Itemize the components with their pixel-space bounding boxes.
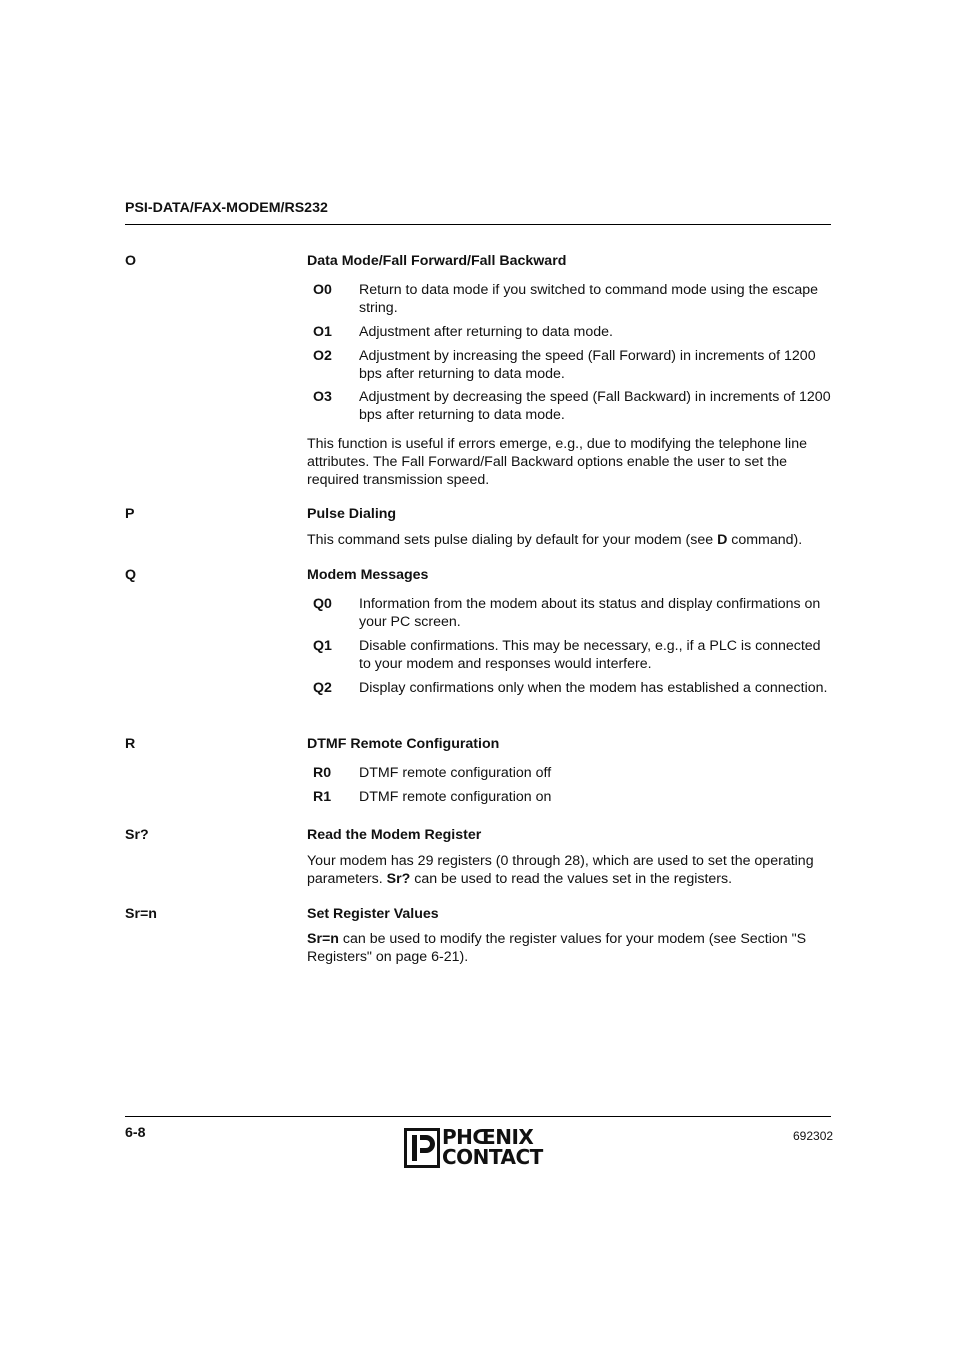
text-segment: Your modem has 29 registers (0 through 28), which are used to set the operating parameters. <box>307 853 814 887</box>
option-code: O3 <box>313 389 332 405</box>
command-r: R <box>125 736 136 752</box>
option-text: Adjustment by decreasing the speed (Fall Backward) in increments of 1200 bps after returning to data mode. <box>359 389 831 423</box>
logo-text-line1: PHŒNIX <box>442 1125 534 1149</box>
section-title-sr-query: Read the Modem Register <box>307 827 482 843</box>
section-text-sr-query <box>307 853 832 889</box>
option-code: R0 <box>313 765 332 781</box>
option-code: Q2 <box>313 680 332 696</box>
text-segment: can be used to read the values set in the registers. <box>410 870 733 887</box>
option-text: DTMF remote configuration off <box>359 765 552 781</box>
option-text: Display confirmations only when the modem has established a connection. <box>359 680 828 696</box>
header-rule <box>125 224 831 225</box>
section-title-r: DTMF Remote Configuration <box>307 736 500 752</box>
option-text: Adjustment after returning to data mode. <box>359 324 613 340</box>
option-code: O1 <box>313 324 332 340</box>
command-sr-query: Sr? <box>125 827 149 843</box>
footer-rule <box>125 1116 831 1117</box>
command-o: O <box>125 253 137 269</box>
option-code: O0 <box>313 282 332 298</box>
option-code: R1 <box>313 789 332 805</box>
option-code: O2 <box>313 348 332 364</box>
text-segment: can be used to modify the register values for your modem (see Section "S Registers" on page 6-21). <box>307 931 807 965</box>
section-title-q: Modem Messages <box>307 567 429 583</box>
option-text: Adjustment by increasing the speed (Fall Forward) in increments of 1200 bps after returning to data mode. <box>359 348 816 382</box>
command-sr-set: Sr=n <box>125 906 157 922</box>
option-text: Return to data mode if you switched to command mode using the escape string. <box>359 282 818 316</box>
phoenix-contact-logo <box>404 1127 552 1169</box>
section-text-p <box>307 532 832 550</box>
command-reference: Sr? <box>386 870 411 887</box>
command-q: Q <box>125 567 137 583</box>
command-reference: D <box>717 532 728 548</box>
page-number: 6-8 <box>125 1125 146 1141</box>
logo-mark-icon <box>404 1128 440 1168</box>
command-reference: Sr=n <box>307 931 339 947</box>
option-code: Q0 <box>313 596 332 612</box>
section-title-o: Data Mode/Fall Forward/Fall Backward <box>307 253 567 269</box>
option-code: Q1 <box>313 638 332 654</box>
running-header: PSI-DATA/FAX-MODEM/RS232 <box>125 200 328 216</box>
section-title-sr-set: Set Register Values <box>307 906 439 922</box>
text-segment: command). <box>727 532 803 548</box>
document-number: 692302 <box>793 1129 834 1143</box>
text-segment: This command sets pulse dialing by default for your modem (see <box>307 532 718 548</box>
logo-text-line2: CONTACT <box>442 1145 543 1169</box>
section-title-p: Pulse Dialing <box>307 506 397 522</box>
option-text: DTMF remote configuration on <box>359 789 552 805</box>
option-text: Information from the modem about its status and display confirmations on your PC screen. <box>359 596 821 630</box>
section-text-sr-set <box>307 931 807 967</box>
section-note-o: This function is useful if errors emerge, e.g., due to modifying the telephone line attributes. The Fall Forward/Fall Backward options enable the user to set the required transmission speed. <box>307 436 807 488</box>
command-p: P <box>125 506 135 522</box>
option-text: Disable confirmations. This may be necessary, e.g., if a PLC is connected to your modem and responses would interfere. <box>359 638 821 672</box>
